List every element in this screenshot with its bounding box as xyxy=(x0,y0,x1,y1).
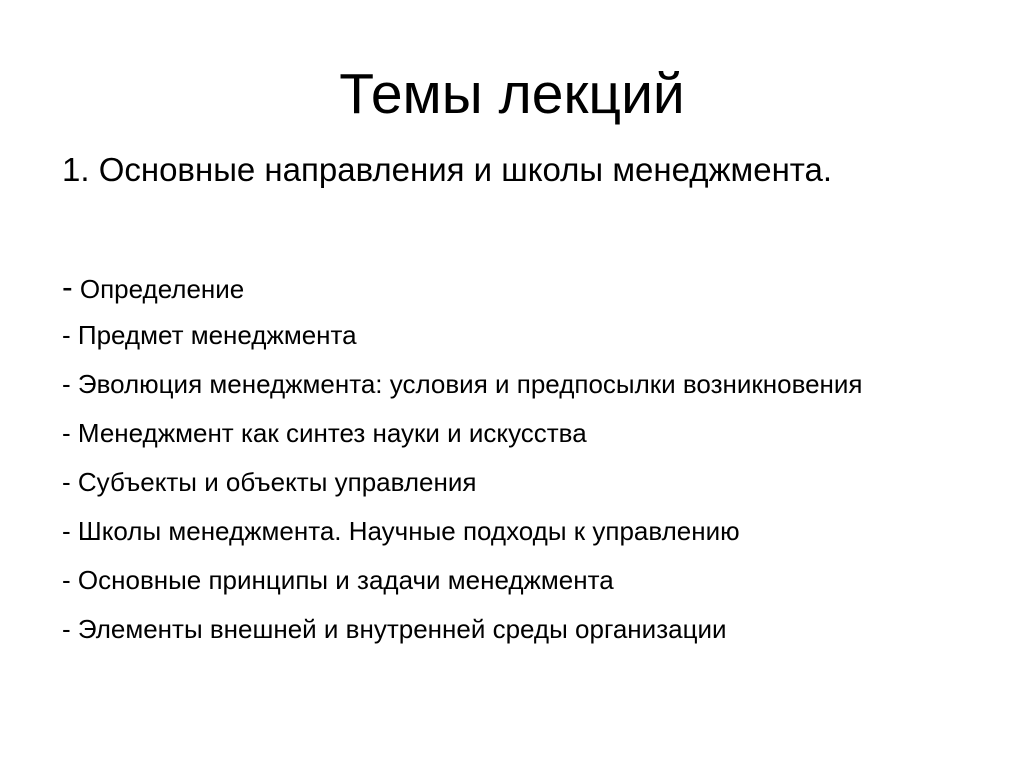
list-item-text: Менеджмент как синтез науки и искусства xyxy=(70,418,587,448)
list-item xyxy=(62,365,982,403)
list-bullet: - xyxy=(62,320,71,350)
list-item-text: Элементы внешней и внутренней среды организации xyxy=(70,614,727,644)
list-item-text: Определение xyxy=(72,274,245,304)
topic-list xyxy=(62,268,982,659)
list-item xyxy=(62,610,982,648)
slide-title: Темы лекций xyxy=(339,62,685,126)
list-bullet: - xyxy=(62,369,71,399)
list-bullet: - xyxy=(62,418,71,448)
list-item xyxy=(62,561,982,599)
list-bullet: - xyxy=(62,269,73,305)
list-item xyxy=(62,512,982,550)
list-item-text: Школы менеджмента. Научные подходы к управлению xyxy=(70,516,740,546)
list-item xyxy=(62,414,982,452)
list-bullet: - xyxy=(62,614,71,644)
list-item-text: Предмет менеджмента xyxy=(70,320,357,350)
lecture-heading: 1. Основные направления и школы менеджмента. xyxy=(62,151,833,188)
list-item xyxy=(62,316,982,354)
list-item-text: Субъекты и объекты управления xyxy=(70,467,477,497)
list-item xyxy=(62,268,982,308)
list-bullet: - xyxy=(62,565,71,595)
list-item-text: Эволюция менеджмента: условия и предпосылки возникновения xyxy=(70,369,863,399)
list-item xyxy=(62,463,982,501)
list-item-text: Основные принципы и задачи менеджмента xyxy=(70,565,614,595)
list-bullet: - xyxy=(62,467,71,497)
list-bullet: - xyxy=(62,516,71,546)
